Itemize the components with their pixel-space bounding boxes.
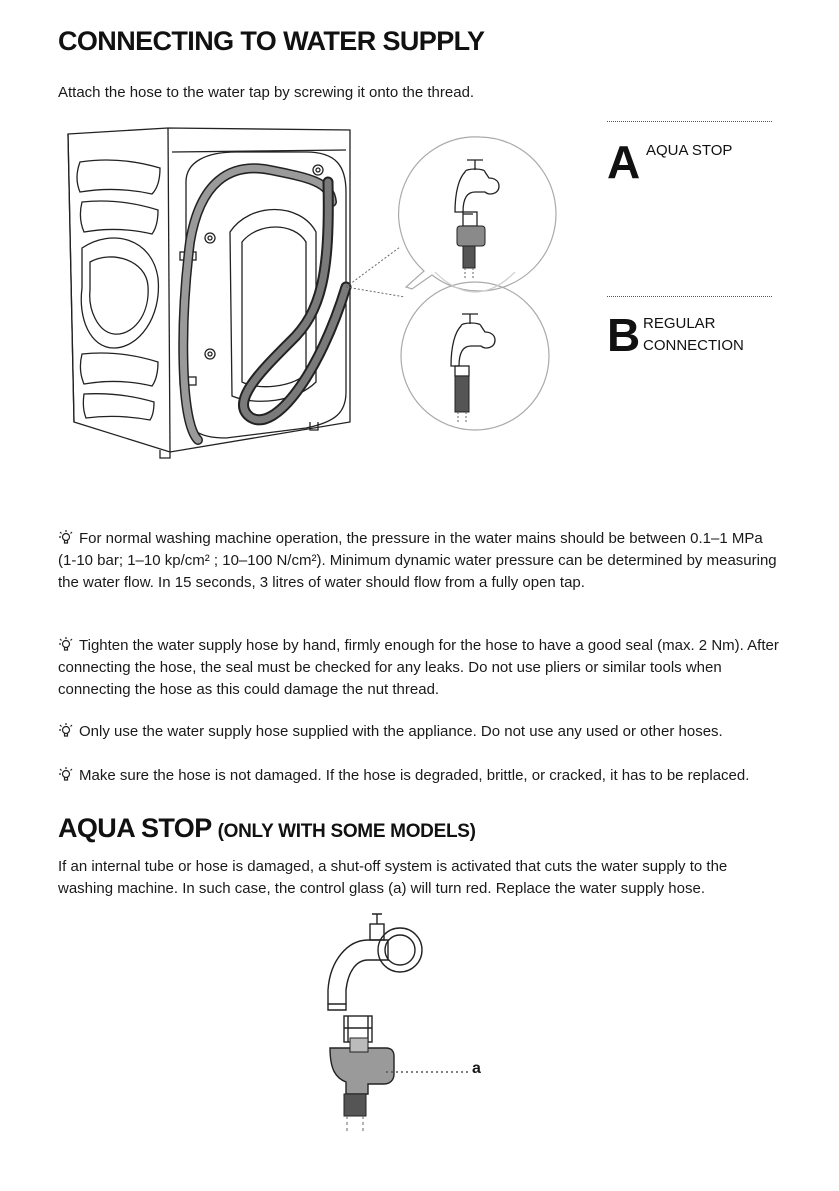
aqua-stop-note: (ONLY WITH SOME MODELS): [217, 821, 476, 842]
tip-damaged-hose: Make sure the hose is not damaged. If the hose is degraded, brittle, or cracked, it has to be replaced.: [58, 765, 758, 787]
tip-supplied-hose: Only use the water supply hose supplied with the appliance. Do not use any used or other hoses.: [58, 721, 798, 743]
lightbulb-icon: [58, 766, 74, 782]
page-title: CONNECTING TO WATER SUPPLY: [58, 26, 485, 56]
tip-pressure: For normal washing machine operation, the pressure in the water mains should be between 0.1–1 MPa (1-10 bar; 1–10 kp/cm² ; 10–100 N/cm²). Minimum dynamic water pressure can be determined by measuring the water flow. In 15 seconds, 3 litres of water should flow from a fully open tap.: [58, 530, 777, 591]
control-glass: [330, 1048, 394, 1094]
aqua-stop-title: AQUA STOP: [58, 813, 212, 843]
option-a-letter: A: [607, 136, 641, 188]
tip-tighten: Tighten the water supply hose by hand, firmly enough for the hose to have a good seal (max. 2 Nm). After connecting the hose, the seal must be checked for any leaks. Do not use pliers or similar tools when connecting the hose as this could damage the nut thread.: [58, 637, 779, 698]
aqua-stop-description: If an internal tube or hose is damaged, a shut-off system is activated that cuts the water supply to the washing machine. In such case, the control glass (a) will turn red. Replace the water supply hose.: [58, 858, 728, 897]
aqua-stop-valve-a: [457, 226, 485, 246]
lightbulb-icon: [58, 529, 74, 545]
divider-a: [607, 121, 772, 122]
option-b-label-line2: CONNECTION: [643, 337, 744, 354]
option-b-letter: B: [607, 309, 641, 361]
option-b-label-line1: REGULAR: [643, 315, 716, 332]
control-glass-callout-letter: a: [472, 1060, 481, 1077]
aqua-stop-heading: [58, 813, 476, 844]
washing-machine-illustration: [60, 122, 360, 462]
aqua-stop-illustration: [320, 908, 430, 1138]
lightbulb-icon: [58, 722, 74, 738]
option-a-label: AQUA STOP: [646, 142, 733, 159]
lightbulb-icon: [58, 636, 74, 652]
divider-b: [607, 296, 772, 297]
intro-text: Attach the hose to the water tap by screwing it onto the thread.: [58, 84, 475, 101]
connection-detail-circles: [395, 132, 565, 432]
